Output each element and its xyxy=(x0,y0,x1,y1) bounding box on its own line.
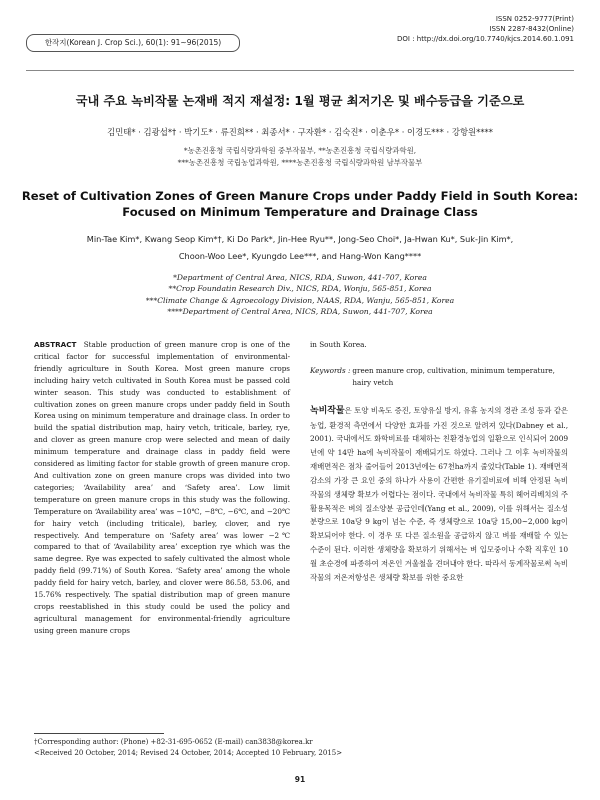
english-affiliation-line: ***Climate Change & Agroecology Division, NAAS, RDA, Wanju, 565-851, Korea xyxy=(145,295,455,305)
english-affiliation-line: *Department of Central Area, NICS, RDA, Suwon, 441-707, Korea xyxy=(173,273,427,282)
korean-affiliations xyxy=(0,145,600,169)
received-dates: <Received 20 October, 2014; Revised 24 October, 2014; Accepted 10 February, 2015> xyxy=(34,749,343,757)
right-column xyxy=(310,339,568,585)
english-authors xyxy=(0,231,600,265)
journal-citation-badge: 한작지(Korean J. Crop Sci.), 60(1): 91~96(2015) xyxy=(26,34,240,52)
korean-affiliation-line: *농촌진흥청 국립식량과학원 중부작물부, **농촌진흥청 국립식량과학원, xyxy=(183,146,417,155)
issn-online: ISSN 2287-8432(Online) xyxy=(489,25,574,33)
english-authors-line: Choon-Woo Lee*, Kyungdo Lee***, and Hang-Won Kang**** xyxy=(178,251,422,261)
issn-print: ISSN 0252-9777(Print) xyxy=(495,15,574,23)
korean-title: 국내 주요 녹비작물 논재배 적지 재설정: 1월 평균 최저기온 및 배수등급을 기준으로 xyxy=(75,94,525,108)
english-affiliations xyxy=(0,272,600,318)
abstract-continued: in South Korea. xyxy=(310,340,367,349)
header-divider xyxy=(26,70,574,71)
introduction-body: 은 토양 비옥도 증진, 토양유실 방지, 유휴 농지의 경관 조성 등과 같은 농업, 환경적 측면에서 다양한 효과를 가진 것으로 알려져 있다(Dabney et al., 2001). 국내에서도 화학비료를 대체하는 친환경농업의 일환으로 인식되어 2009년에 약 14만 ha에 녹비작물이 재배되기도 하였다. 그러나 그 이후 녹비작물의 재배면적은 점차 줄어들어 2013년에는 67천ha까지 줄었다(Table 1). 재배면적 감소의 가장 큰 요인 중의 하나가 사용이 간편한 유기질비료에 비해 안정된 녹비작물의 생체량 확보가 어렵다는 점이다. 국내에서 녹비작물 특히 헤어리베치의 주 활용목적은 벼의 질소양분 공급인데(Yang et al., 2009), 이를 위해서는 질소성분량으로 10a당 9 kg이 넘는 수준, 즉 생체량으로 10a당 15,00~2,000 kg이 확보되어야 한다. 이 경우 또 다른 질소원을 공급하지 않고 벼를 재배할 수 있는 수준이 된다. 이러한 생체량을 확보하기 위해서는 벼 입모중이나 수확 직후인 10월 초순경에 파종하여 저온인 겨울철을 견뎌내야 한다. 따라서 동계작물로써 녹비작물의 저온저항성은 생체량 확보를 위한 중요한 xyxy=(310,405,568,582)
english-affiliation-line: ****Department of Central Area, NICS, RDA, Suwon, 441-707, Korea xyxy=(167,307,433,317)
english-affiliation-line: **Crop Foundatin Research Div., NICS, RDA, Wonju, 565-851, Korea xyxy=(168,284,432,294)
footnote-divider xyxy=(34,733,164,734)
doi-link[interactable]: DOI : http://dx.doi.org/10.7740/kjcs.2014.60.1.091 xyxy=(397,35,574,43)
abstract-label: ABSTRACT xyxy=(34,340,77,349)
issn-block xyxy=(397,14,574,44)
keywords-label: Keywords : xyxy=(310,365,351,375)
page-number: 91 xyxy=(294,775,306,784)
abstract-column xyxy=(34,339,290,637)
korean-affiliation-line: ***농촌진흥청 국립농업과학원, ****농촌진흥청 국립식량과학원 남부작물부 xyxy=(177,158,423,167)
english-authors-line: Min-Tae Kim*, Kwang Seop Kim*†, Ki Do Park*, Jin-Hee Ryu**, Jong-Seo Choi*, Ja-Hwan Ku*, Suk-Jin Kim*, xyxy=(86,234,514,244)
abstract-text: Stable production of green manure crop is one of the critical factor for successful implementation of environmental-friendly agriculture in South Korea. Most green manure crops including hairy vetch cultivated in South Korea must be passed cold winter season. This study was conducted to establishment of cultivation zones on green manure crops under paddy field in South Korea using on minimum temperature and drainage class. In order to build the spatial distribution map, hairy vetch, triticale, barley, rye, and clover as green manure crop were selected and mean of daily minimum temperature and drainage class in paddy field were considered as limiting factor for stable growth of green manure crop. And cultivation zone on green manure crops was divided into two categories; ‘Availability area’ and ‘Safety area’. Low limit temperature on green manure crops in this study was the following. Temperature on ‘Availability area’ was −10℃, −8℃, −6℃, and −20℃ for hairy vetch (including triticale), barley, clover, and rye respectively. And temperature on ‘Safety area’ was lower −2℃ compared to that of ‘Availability area’ exception rye which was the same degree. Rye was expected to safely cultivated the almost whole paddy field (99.71%) of South Korea. ‘Safety area’ among the whole paddy field for hairy vetch, barley, and clover were 86.58, 53.06, and 15.76% respectively. The spatial distribution map of green manure crops reestablished in this study could be used the policy and agricultural management for environmental-friendly agriculture using green manure crops xyxy=(34,340,290,635)
introduction-lead-word: 녹비작물 xyxy=(310,405,345,416)
korean-authors: 김민태* · 김광섭*† · 박기도* · 류진희** · 최종서* · 구자환* · 김숙진* · 이춘우* · 이경도*** · 강항원**** xyxy=(107,127,493,137)
footnotes xyxy=(34,737,574,759)
english-title-line: Focused on Minimum Temperature and Drainage Class xyxy=(122,205,478,219)
english-title-line: Reset of Cultivation Zones of Green Manure Crops under Paddy Field in South Korea: xyxy=(21,189,579,203)
keywords-text: green manure crop, cultivation, minimum temperature, hairy vetch xyxy=(352,365,555,387)
english-title xyxy=(0,188,600,220)
corresponding-author: †Corresponding author: (Phone) +82-31-695-0652 (E-mail) can3838@korea.kr xyxy=(34,738,313,746)
keywords xyxy=(310,365,568,389)
introduction-text xyxy=(310,404,568,585)
